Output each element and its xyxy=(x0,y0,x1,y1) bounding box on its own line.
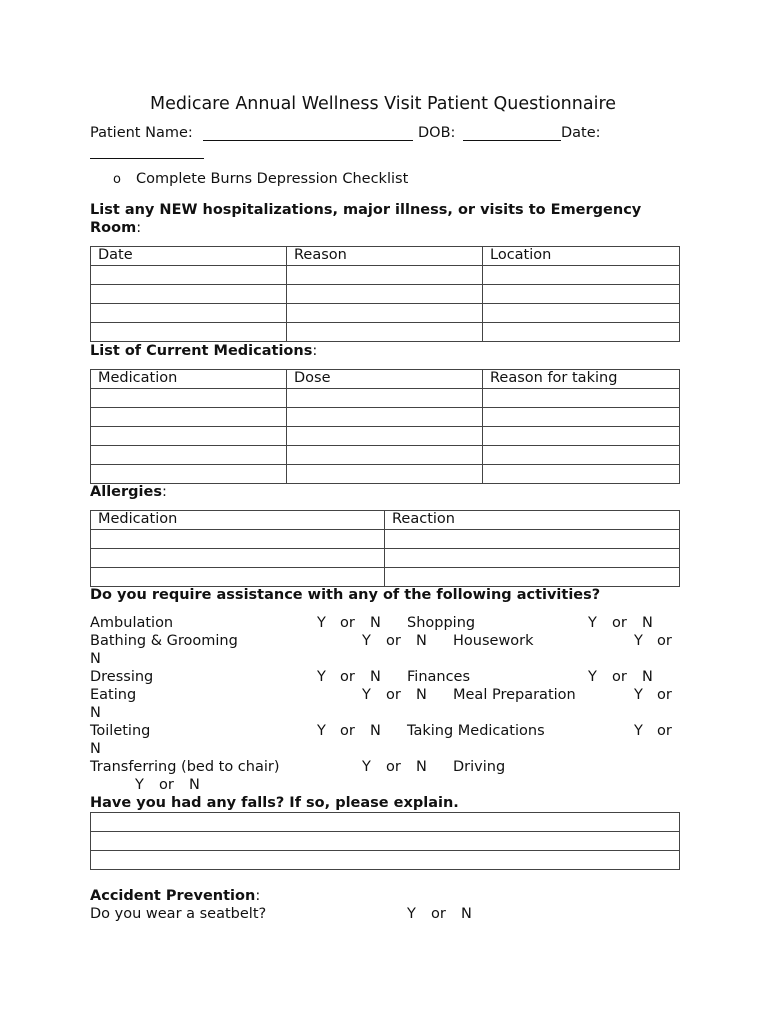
activity-label: Transferring (bed to chair) xyxy=(90,759,280,775)
table-cell[interactable] xyxy=(385,549,680,568)
table-cell[interactable] xyxy=(287,408,483,427)
accident-prevention-heading: Accident Prevention: xyxy=(90,888,261,904)
table-cell[interactable] xyxy=(287,389,483,408)
yes-option[interactable]: Y xyxy=(634,633,643,649)
table-cell[interactable] xyxy=(91,285,287,304)
dob-field[interactable] xyxy=(463,140,561,141)
column-header: Medication xyxy=(91,511,385,530)
yes-option[interactable]: Y xyxy=(317,615,326,631)
no-option[interactable]: N xyxy=(416,759,427,775)
table-cell[interactable] xyxy=(287,266,483,285)
table-cell[interactable] xyxy=(91,266,287,285)
table-cell[interactable] xyxy=(385,568,680,587)
yes-option[interactable]: Y xyxy=(317,723,326,739)
no-option[interactable]: N xyxy=(90,651,101,667)
or-label: or xyxy=(657,687,672,703)
yes-option[interactable]: Y xyxy=(362,687,371,703)
table-row xyxy=(91,549,680,568)
or-label: or xyxy=(657,633,672,649)
falls-explanation-line[interactable] xyxy=(91,851,680,870)
table-cell[interactable] xyxy=(483,304,680,323)
table-cell[interactable] xyxy=(287,427,483,446)
table-cell[interactable] xyxy=(91,568,385,587)
column-header: Reaction xyxy=(385,511,680,530)
table-cell[interactable] xyxy=(483,266,680,285)
table-cell[interactable] xyxy=(483,323,680,342)
no-option[interactable]: N xyxy=(642,615,653,631)
table-header-row xyxy=(91,370,680,389)
no-option[interactable]: N xyxy=(416,633,427,649)
table-cell[interactable] xyxy=(91,549,385,568)
table-cell[interactable] xyxy=(483,446,680,465)
or-label: or xyxy=(386,687,401,703)
bullet-marker: o xyxy=(113,172,121,187)
activity-label: Meal Preparation xyxy=(453,687,576,703)
yes-option[interactable]: Y xyxy=(634,687,643,703)
date-field[interactable] xyxy=(90,158,204,159)
table-cell[interactable] xyxy=(483,389,680,408)
table-header-row xyxy=(91,247,680,266)
table-row xyxy=(91,832,680,851)
table-cell[interactable] xyxy=(287,323,483,342)
table-cell[interactable] xyxy=(91,389,287,408)
table-row xyxy=(91,530,680,549)
column-header: Location xyxy=(483,247,680,266)
or-label: or xyxy=(386,759,401,775)
hospitalizations-heading-line2: Room: xyxy=(90,220,142,236)
activity-label: Finances xyxy=(407,669,471,685)
column-header: Reason xyxy=(287,247,483,266)
patient-name-label: Patient Name: xyxy=(90,125,193,141)
activity-label: Bathing & Grooming xyxy=(90,633,238,649)
yes-option[interactable]: Y xyxy=(317,669,326,685)
yes-option[interactable]: Y xyxy=(362,633,371,649)
seatbelt-question: Do you wear a seatbelt? xyxy=(90,906,267,922)
table-row xyxy=(91,427,680,446)
table-row xyxy=(91,323,680,342)
or-label: or xyxy=(431,906,446,922)
no-option[interactable]: N xyxy=(370,723,381,739)
yes-option[interactable]: Y xyxy=(588,615,597,631)
table-cell[interactable] xyxy=(483,427,680,446)
activity-label: Eating xyxy=(90,687,137,703)
table-cell[interactable] xyxy=(287,446,483,465)
or-label: or xyxy=(340,669,355,685)
table-row xyxy=(91,568,680,587)
table-row xyxy=(91,813,680,832)
falls-table xyxy=(90,812,680,870)
activity-label: Driving xyxy=(453,759,506,775)
table-row xyxy=(91,851,680,870)
or-label: or xyxy=(657,723,672,739)
yes-option[interactable]: Y xyxy=(634,723,643,739)
activity-label: Toileting xyxy=(90,723,151,739)
column-header: Reason for taking xyxy=(483,370,680,389)
hospitalizations-heading: List any NEW hospitalizations, major illness, or visits to Emergency xyxy=(90,202,642,218)
yes-option[interactable]: Y xyxy=(135,777,144,793)
table-cell[interactable] xyxy=(287,285,483,304)
no-option[interactable]: N xyxy=(642,669,653,685)
column-header: Dose xyxy=(287,370,483,389)
table-cell[interactable] xyxy=(91,427,287,446)
yes-option[interactable]: Y xyxy=(362,759,371,775)
table-cell[interactable] xyxy=(287,304,483,323)
activity-label: Dressing xyxy=(90,669,154,685)
table-cell[interactable] xyxy=(483,408,680,427)
hospitalizations-table xyxy=(90,246,680,342)
activity-label: Taking Medications xyxy=(407,723,545,739)
medications-table xyxy=(90,369,680,484)
table-row xyxy=(91,389,680,408)
allergies-table xyxy=(90,510,680,587)
page-title: Medicare Annual Wellness Visit Patient Questionnaire xyxy=(150,94,617,114)
table-cell[interactable] xyxy=(287,465,483,484)
no-option[interactable]: N xyxy=(189,777,200,793)
patient-name-field[interactable] xyxy=(203,140,413,141)
yes-option[interactable]: Y xyxy=(588,669,597,685)
allergies-heading: Allergies: xyxy=(90,484,167,500)
no-option[interactable]: N xyxy=(90,741,101,757)
or-label: or xyxy=(159,777,174,793)
table-cell[interactable] xyxy=(385,530,680,549)
column-header: Medication xyxy=(91,370,287,389)
column-header: Date xyxy=(91,247,287,266)
table-cell[interactable] xyxy=(91,304,287,323)
table-cell[interactable] xyxy=(91,465,287,484)
table-cell[interactable] xyxy=(91,446,287,465)
table-cell[interactable] xyxy=(483,465,680,484)
or-label: or xyxy=(386,633,401,649)
table-row xyxy=(91,266,680,285)
falls-explanation-line[interactable] xyxy=(91,813,680,832)
medications-heading: List of Current Medications: xyxy=(90,343,318,359)
dob-label: DOB: xyxy=(418,125,456,141)
table-row xyxy=(91,446,680,465)
activities-heading: Do you require assistance with any of the following activities? xyxy=(90,587,601,603)
table-cell[interactable] xyxy=(91,408,287,427)
table-header-row xyxy=(91,511,680,530)
activity-label: Housework xyxy=(453,633,534,649)
table-cell[interactable] xyxy=(91,323,287,342)
date-label: Date: xyxy=(561,125,601,141)
table-cell[interactable] xyxy=(91,530,385,549)
table-row xyxy=(91,465,680,484)
falls-explanation-line[interactable] xyxy=(91,832,680,851)
or-label: or xyxy=(340,723,355,739)
bullet-text: Complete Burns Depression Checklist xyxy=(136,171,409,187)
table-row xyxy=(91,285,680,304)
no-option[interactable]: N xyxy=(416,687,427,703)
activity-label: Ambulation xyxy=(90,615,174,631)
no-option[interactable]: N xyxy=(370,615,381,631)
yes-option[interactable]: Y xyxy=(407,906,416,922)
falls-heading: Have you had any falls? If so, please explain. xyxy=(90,795,459,811)
or-label: or xyxy=(612,669,627,685)
no-option[interactable]: N xyxy=(461,906,472,922)
no-option[interactable]: N xyxy=(370,669,381,685)
or-label: or xyxy=(340,615,355,631)
table-row xyxy=(91,408,680,427)
or-label: or xyxy=(612,615,627,631)
activity-label: Shopping xyxy=(407,615,476,631)
table-cell[interactable] xyxy=(483,285,680,304)
no-option[interactable]: N xyxy=(90,705,101,721)
table-row xyxy=(91,304,680,323)
